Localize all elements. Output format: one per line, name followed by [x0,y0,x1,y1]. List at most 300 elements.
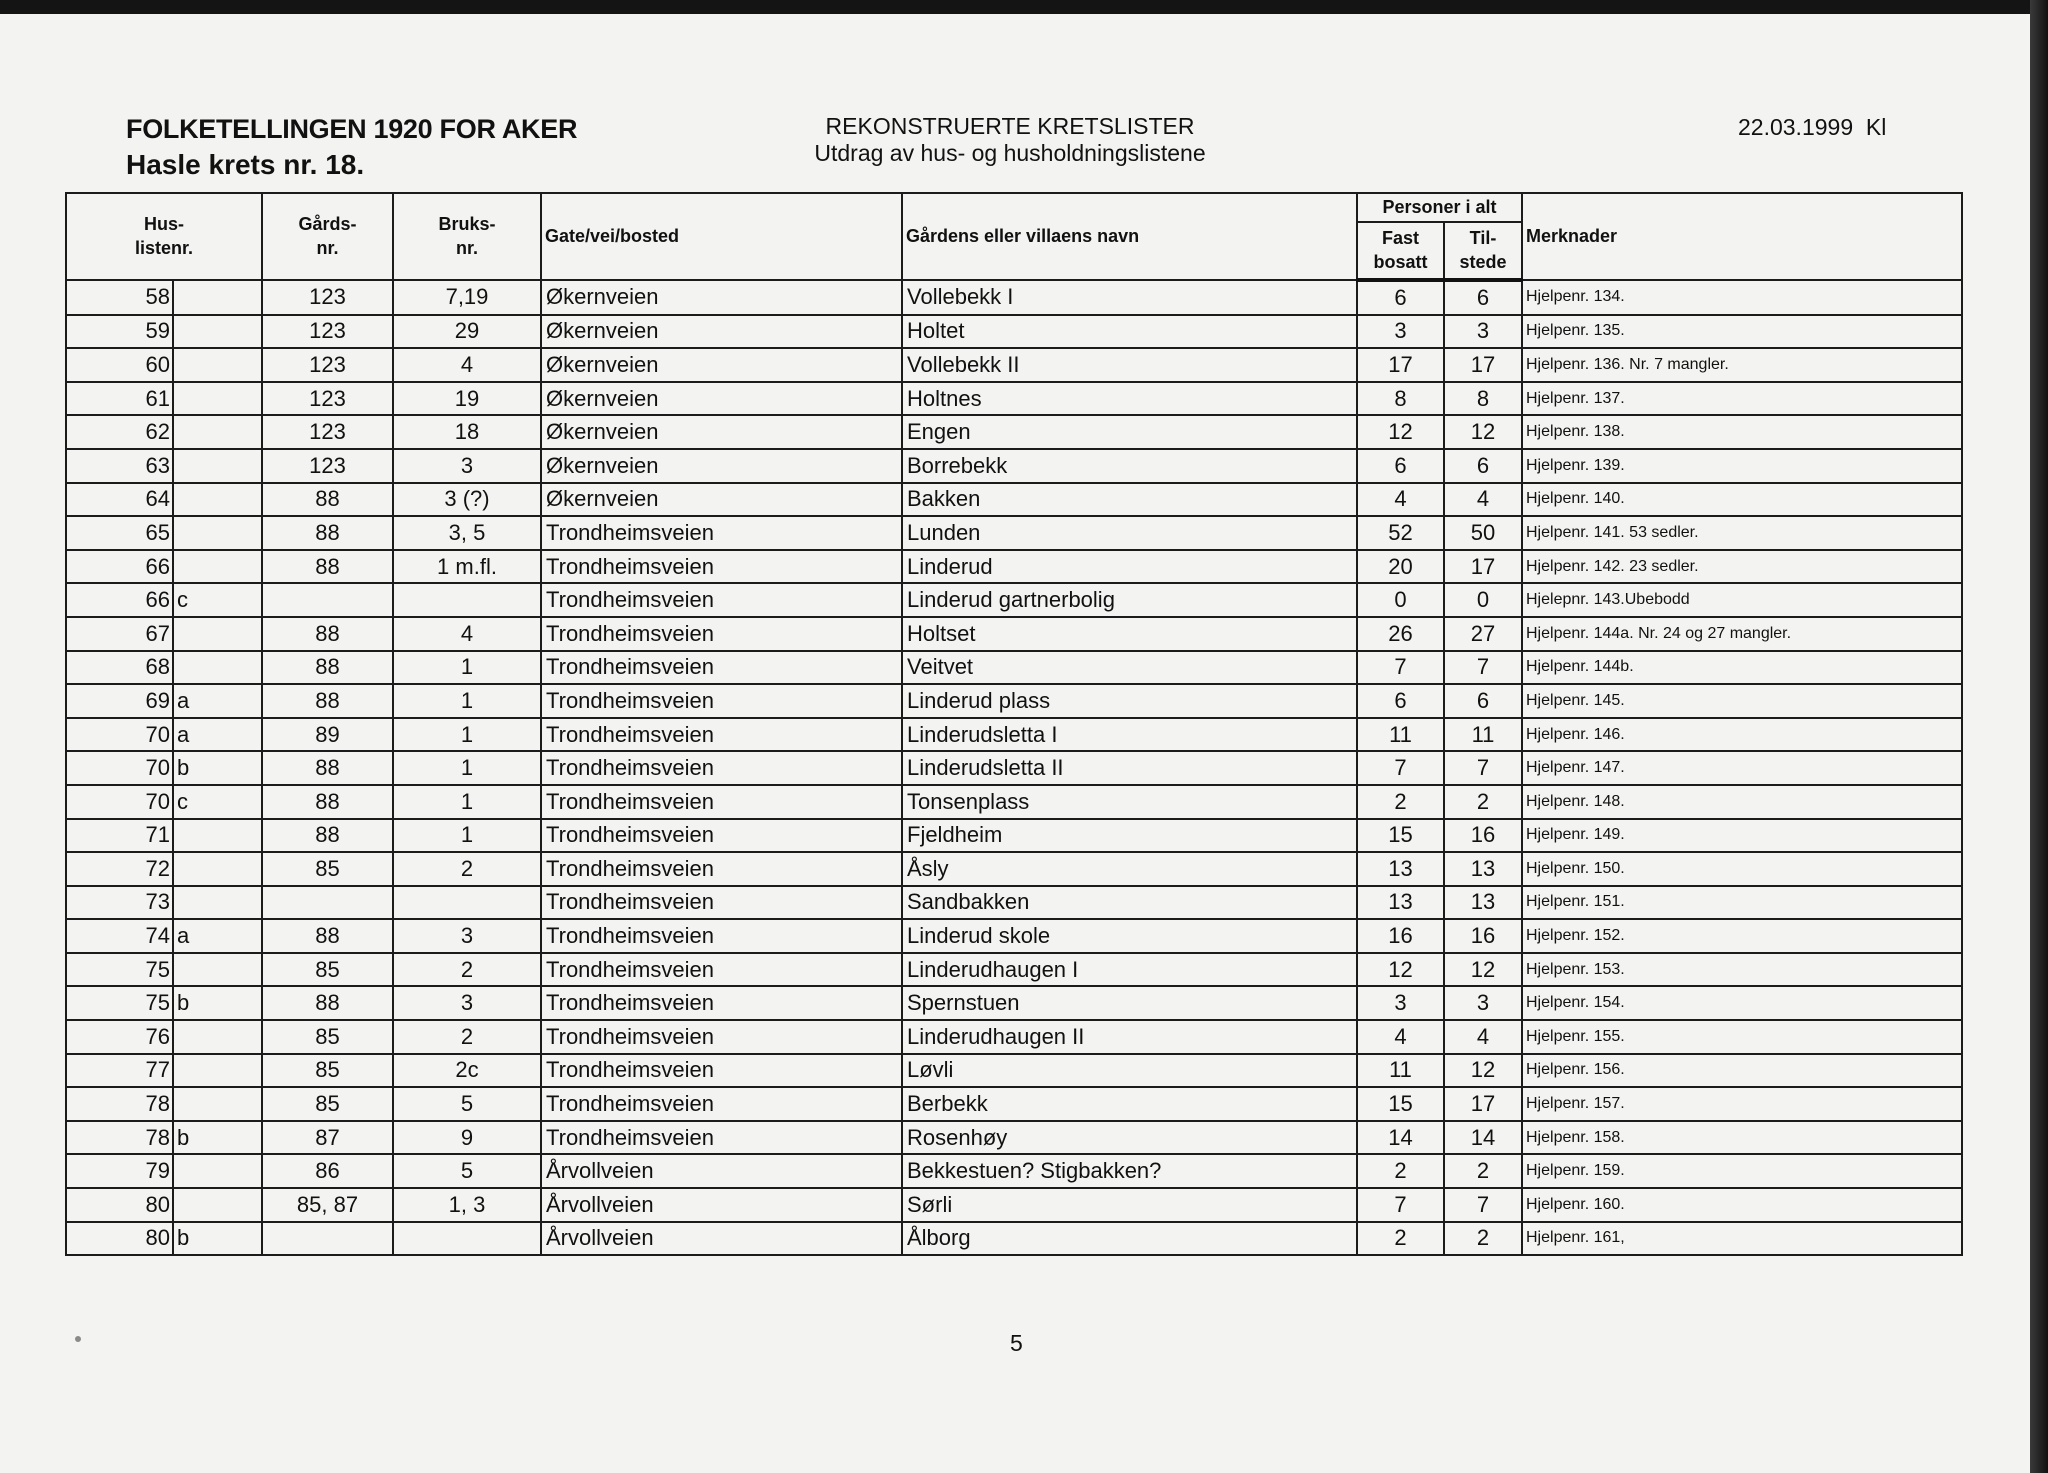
cell-til-stede: 7 [1444,751,1522,785]
cell-fast-bosatt: 20 [1357,550,1444,584]
cell-fast-bosatt: 13 [1357,852,1444,886]
cell-bruks-nr: 4 [393,348,541,382]
cell-hus-suffix [173,415,262,449]
cell-navn: Linderudsletta II [902,751,1357,785]
cell-gards-nr: 123 [262,315,393,349]
cell-merknad: Hjelpenr. 139. [1522,449,1962,483]
cell-navn: Holtset [902,617,1357,651]
title-census: FOLKETELLINGEN 1920 FOR AKER [126,114,578,144]
table-row [66,449,1962,483]
cell-til-stede: 13 [1444,886,1522,920]
cell-navn: Ålborg [902,1222,1357,1256]
cell-navn: Bekkestuen? Stigbakken? [902,1154,1357,1188]
cell-fast-bosatt: 12 [1357,953,1444,987]
cell-fast-bosatt: 11 [1357,1054,1444,1088]
cell-merknad: Hjelpenr. 137. [1522,382,1962,416]
cell-gate: Trondheimsveien [541,684,902,718]
cell-navn: Linderud gartnerbolig [902,583,1357,617]
cell-merknad: Hjelpenr. 156. [1522,1054,1962,1088]
header-personer: Personer i alt [1357,193,1522,222]
cell-gards-nr: 88 [262,516,393,550]
cell-fast-bosatt: 6 [1357,449,1444,483]
cell-hus-suffix: a [173,684,262,718]
cell-navn: Løvli [902,1054,1357,1088]
cell-navn: Holtnes [902,382,1357,416]
cell-gate: Trondheimsveien [541,1054,902,1088]
cell-til-stede: 7 [1444,651,1522,685]
cell-navn: Linderud plass [902,684,1357,718]
cell-merknad: Hjelpenr. 152. [1522,919,1962,953]
cell-navn: Borrebekk [902,449,1357,483]
cell-gate: Trondheimsveien [541,785,902,819]
header-bruks: Bruks- nr. [393,193,541,280]
cell-merknad: Hjelpenr. 157. [1522,1087,1962,1121]
cell-fast-bosatt: 3 [1357,986,1444,1020]
cell-hus-suffix [173,852,262,886]
cell-hus: 73 [66,886,173,920]
table-row [66,953,1962,987]
scan-edge-top [0,0,2048,14]
table-row [66,550,1962,584]
cell-til-stede: 2 [1444,1222,1522,1256]
cell-gards-nr: 85 [262,852,393,886]
cell-gate: Trondheimsveien [541,751,902,785]
cell-gards-nr: 87 [262,1121,393,1155]
cell-fast-bosatt: 8 [1357,382,1444,416]
cell-merknad: Hjelpenr. 144b. [1522,651,1962,685]
cell-merknad: Hjelpenr. 134. [1522,280,1962,315]
cell-navn: Berbekk [902,1087,1357,1121]
cell-fast-bosatt: 2 [1357,785,1444,819]
cell-fast-bosatt: 4 [1357,483,1444,517]
cell-merknad: Hjelepnr. 143.Ubebodd [1522,583,1962,617]
cell-hus-suffix: b [173,986,262,1020]
cell-gate: Økernveien [541,348,902,382]
cell-bruks-nr: 2 [393,852,541,886]
cell-hus: 72 [66,852,173,886]
cell-navn: Linderudsletta I [902,718,1357,752]
author-initials: Kl [1865,114,1887,140]
cell-bruks-nr: 3 [393,919,541,953]
page-number: 5 [1010,1330,1023,1356]
cell-hus: 78 [66,1121,173,1155]
table-row [66,348,1962,382]
cell-merknad: Hjelpenr. 154. [1522,986,1962,1020]
table-row [66,483,1962,517]
cell-navn: Bakken [902,483,1357,517]
cell-bruks-nr: 1 [393,684,541,718]
cell-hus-suffix [173,550,262,584]
cell-fast-bosatt: 4 [1357,1020,1444,1054]
cell-bruks-nr: 1 [393,718,541,752]
cell-gards-nr: 88 [262,819,393,853]
cell-gate: Trondheimsveien [541,852,902,886]
cell-merknad: Hjelpenr. 160. [1522,1188,1962,1222]
title-district: Hasle krets nr. 18. [126,149,365,181]
cell-fast-bosatt: 6 [1357,280,1444,315]
cell-hus-suffix [173,516,262,550]
cell-hus: 74 [66,919,173,953]
cell-hus-suffix [173,382,262,416]
table-row [66,516,1962,550]
cell-fast-bosatt: 14 [1357,1121,1444,1155]
cell-til-stede: 14 [1444,1121,1522,1155]
cell-gards-nr: 85, 87 [262,1188,393,1222]
cell-gards-nr: 123 [262,348,393,382]
header-merknader: Merknader [1522,193,1962,280]
cell-hus: 59 [66,315,173,349]
cell-til-stede: 3 [1444,986,1522,1020]
census-table [65,192,1963,1256]
cell-hus: 69 [66,684,173,718]
cell-hus-suffix [173,886,262,920]
cell-gards-nr: 85 [262,1087,393,1121]
cell-gards-nr: 85 [262,1054,393,1088]
cell-gards-nr [262,583,393,617]
cell-bruks-nr: 4 [393,617,541,651]
cell-hus-suffix [173,1154,262,1188]
subtitle-extract: Utdrag av hus- og husholdningslistene [814,140,1206,167]
header-hus: Hus- listenr. [66,193,262,280]
cell-hus: 58 [66,280,173,315]
cell-merknad: Hjelpenr. 161, [1522,1222,1962,1256]
cell-fast-bosatt: 17 [1357,348,1444,382]
cell-til-stede: 6 [1444,449,1522,483]
cell-gate: Trondheimsveien [541,886,902,920]
cell-gards-nr: 88 [262,483,393,517]
cell-bruks-nr: 2 [393,1020,541,1054]
cell-til-stede: 12 [1444,1054,1522,1088]
cell-hus-suffix: c [173,583,262,617]
cell-hus: 79 [66,1154,173,1188]
cell-hus: 62 [66,415,173,449]
cell-gards-nr: 88 [262,684,393,718]
cell-fast-bosatt: 16 [1357,919,1444,953]
cell-bruks-nr [393,886,541,920]
cell-gate: Trondheimsveien [541,617,902,651]
cell-merknad: Hjelpenr. 140. [1522,483,1962,517]
cell-bruks-nr [393,583,541,617]
cell-bruks-nr: 3 [393,986,541,1020]
table-row [66,382,1962,416]
cell-fast-bosatt: 7 [1357,751,1444,785]
cell-fast-bosatt: 52 [1357,516,1444,550]
cell-hus-suffix [173,1054,262,1088]
document-subtitle [750,113,1270,167]
table-row [66,986,1962,1020]
cell-gate: Trondheimsveien [541,986,902,1020]
cell-hus-suffix [173,483,262,517]
cell-hus-suffix [173,449,262,483]
cell-til-stede: 27 [1444,617,1522,651]
subtitle-reconstructed: REKONSTRUERTE KRETSLISTER [825,113,1195,139]
cell-fast-bosatt: 7 [1357,651,1444,685]
cell-hus: 76 [66,1020,173,1054]
cell-bruks-nr: 7,19 [393,280,541,315]
cell-gate: Trondheimsveien [541,1020,902,1054]
cell-bruks-nr: 1 [393,819,541,853]
cell-hus-suffix [173,315,262,349]
header-gate: Gate/vei/bosted [541,193,902,280]
cell-bruks-nr: 3 [393,449,541,483]
cell-hus: 65 [66,516,173,550]
cell-gards-nr: 89 [262,718,393,752]
cell-gate: Trondheimsveien [541,651,902,685]
table-row [66,1188,1962,1222]
cell-hus: 75 [66,953,173,987]
table-row [66,1154,1962,1188]
cell-gate: Årvollveien [541,1188,902,1222]
cell-hus: 64 [66,483,173,517]
cell-bruks-nr: 5 [393,1154,541,1188]
table-row [66,315,1962,349]
cell-til-stede: 11 [1444,718,1522,752]
cell-til-stede: 8 [1444,382,1522,416]
table-row [66,1222,1962,1256]
cell-gate: Trondheimsveien [541,919,902,953]
table-row [66,919,1962,953]
cell-gards-nr: 86 [262,1154,393,1188]
cell-fast-bosatt: 2 [1357,1154,1444,1188]
cell-hus-suffix [173,819,262,853]
cell-bruks-nr: 19 [393,382,541,416]
cell-hus: 77 [66,1054,173,1088]
cell-hus: 70 [66,718,173,752]
cell-gards-nr [262,1222,393,1256]
census-table-wrapper [65,192,1963,1256]
cell-til-stede: 2 [1444,785,1522,819]
header-fast-bosatt: Fast bosatt [1357,222,1444,280]
cell-bruks-nr: 3 (?) [393,483,541,517]
cell-hus: 70 [66,751,173,785]
cell-gate: Trondheimsveien [541,953,902,987]
cell-hus-suffix [173,348,262,382]
cell-gards-nr: 88 [262,919,393,953]
cell-merknad: Hjelpenr. 149. [1522,819,1962,853]
header-gards: Gårds- nr. [262,193,393,280]
cell-navn: Tonsenplass [902,785,1357,819]
cell-fast-bosatt: 3 [1357,315,1444,349]
table-row [66,1121,1962,1155]
cell-gate: Økernveien [541,280,902,315]
cell-hus: 80 [66,1222,173,1256]
cell-til-stede: 17 [1444,348,1522,382]
table-row [66,785,1962,819]
cell-til-stede: 12 [1444,415,1522,449]
cell-gate: Økernveien [541,382,902,416]
cell-til-stede: 17 [1444,1087,1522,1121]
cell-hus: 60 [66,348,173,382]
cell-merknad: Hjelpenr. 150. [1522,852,1962,886]
table-row [66,819,1962,853]
cell-merknad: Hjelpenr. 146. [1522,718,1962,752]
document-title [126,114,577,181]
document-date-block [1738,114,1886,141]
scan-edge-right [2030,0,2048,1473]
cell-gards-nr: 123 [262,449,393,483]
cell-merknad: Hjelpenr. 147. [1522,751,1962,785]
cell-til-stede: 7 [1444,1188,1522,1222]
table-row [66,751,1962,785]
cell-bruks-nr: 1 [393,651,541,685]
cell-hus-suffix [173,280,262,315]
cell-navn: Åsly [902,852,1357,886]
cell-fast-bosatt: 15 [1357,1087,1444,1121]
table-row [66,1087,1962,1121]
cell-navn: Engen [902,415,1357,449]
cell-merknad: Hjelpenr. 151. [1522,886,1962,920]
cell-merknad: Hjelpenr. 142. 23 sedler. [1522,550,1962,584]
cell-navn: Linderud [902,550,1357,584]
cell-gards-nr: 88 [262,550,393,584]
cell-hus-suffix [173,1087,262,1121]
cell-gards-nr: 88 [262,986,393,1020]
cell-gate: Trondheimsveien [541,550,902,584]
cell-merknad: Hjelpenr. 159. [1522,1154,1962,1188]
cell-gate: Trondheimsveien [541,583,902,617]
cell-navn: Linderud skole [902,919,1357,953]
cell-gards-nr [262,886,393,920]
table-row [66,886,1962,920]
cell-hus: 68 [66,651,173,685]
cell-bruks-nr: 3, 5 [393,516,541,550]
cell-navn: Rosenhøy [902,1121,1357,1155]
scan-speck [75,1336,81,1342]
cell-bruks-nr [393,1222,541,1256]
table-row [66,280,1962,315]
cell-hus: 78 [66,1087,173,1121]
cell-merknad: Hjelpenr. 136. Nr. 7 mangler. [1522,348,1962,382]
cell-fast-bosatt: 6 [1357,684,1444,718]
cell-hus: 63 [66,449,173,483]
cell-fast-bosatt: 13 [1357,886,1444,920]
cell-hus-suffix [173,1020,262,1054]
cell-hus: 67 [66,617,173,651]
cell-gate: Økernveien [541,449,902,483]
cell-navn: Veitvet [902,651,1357,685]
cell-merknad: Hjelpenr. 145. [1522,684,1962,718]
table-header [66,193,1962,280]
table-row [66,852,1962,886]
cell-til-stede: 16 [1444,819,1522,853]
cell-navn: Sørli [902,1188,1357,1222]
cell-gate: Trondheimsveien [541,1121,902,1155]
cell-hus-suffix [173,953,262,987]
cell-gards-nr: 88 [262,651,393,685]
cell-merknad: Hjelpenr. 144a. Nr. 24 og 27 mangler. [1522,617,1962,651]
cell-gate: Årvollveien [541,1222,902,1256]
cell-til-stede: 12 [1444,953,1522,987]
table-body [66,280,1962,1255]
document-date: 22.03.1999 [1738,114,1854,140]
cell-merknad: Hjelpenr. 155. [1522,1020,1962,1054]
cell-navn: Linderudhaugen II [902,1020,1357,1054]
cell-til-stede: 4 [1444,483,1522,517]
table-row [66,718,1962,752]
cell-merknad: Hjelpenr. 141. 53 sedler. [1522,516,1962,550]
table-row [66,651,1962,685]
cell-hus-suffix [173,617,262,651]
cell-merknad: Hjelpenr. 153. [1522,953,1962,987]
header-navn: Gårdens eller villaens navn [902,193,1357,280]
cell-hus-suffix: c [173,785,262,819]
cell-gate: Økernveien [541,315,902,349]
cell-gate: Økernveien [541,483,902,517]
cell-fast-bosatt: 12 [1357,415,1444,449]
header-til-stede: Til- stede [1444,222,1522,280]
cell-bruks-nr: 2c [393,1054,541,1088]
cell-fast-bosatt: 11 [1357,718,1444,752]
cell-navn: Linderudhaugen I [902,953,1357,987]
table-row [66,415,1962,449]
cell-hus-suffix: b [173,1222,262,1256]
cell-til-stede: 3 [1444,315,1522,349]
cell-til-stede: 13 [1444,852,1522,886]
cell-hus-suffix: a [173,919,262,953]
table-row [66,1054,1962,1088]
cell-gate: Trondheimsveien [541,819,902,853]
cell-gards-nr: 88 [262,617,393,651]
cell-gards-nr: 123 [262,415,393,449]
cell-gards-nr: 85 [262,953,393,987]
cell-gards-nr: 123 [262,382,393,416]
cell-navn: Fjeldheim [902,819,1357,853]
cell-merknad: Hjelpenr. 158. [1522,1121,1962,1155]
cell-gards-nr: 123 [262,280,393,315]
cell-fast-bosatt: 15 [1357,819,1444,853]
cell-bruks-nr: 18 [393,415,541,449]
cell-fast-bosatt: 0 [1357,583,1444,617]
cell-gate: Økernveien [541,415,902,449]
table-row [66,1020,1962,1054]
table-row [66,617,1962,651]
cell-bruks-nr: 1, 3 [393,1188,541,1222]
cell-bruks-nr: 29 [393,315,541,349]
cell-fast-bosatt: 2 [1357,1222,1444,1256]
cell-gate: Trondheimsveien [541,718,902,752]
cell-merknad: Hjelpenr. 148. [1522,785,1962,819]
cell-navn: Vollebekk I [902,280,1357,315]
cell-til-stede: 16 [1444,919,1522,953]
cell-bruks-nr: 9 [393,1121,541,1155]
cell-til-stede: 6 [1444,280,1522,315]
cell-gards-nr: 88 [262,751,393,785]
cell-hus: 71 [66,819,173,853]
cell-hus-suffix [173,1188,262,1222]
cell-merknad: Hjelpenr. 135. [1522,315,1962,349]
cell-hus: 75 [66,986,173,1020]
cell-gate: Årvollveien [541,1154,902,1188]
cell-til-stede: 6 [1444,684,1522,718]
cell-navn: Spernstuen [902,986,1357,1020]
cell-hus: 70 [66,785,173,819]
cell-hus: 66 [66,550,173,584]
cell-til-stede: 50 [1444,516,1522,550]
cell-til-stede: 17 [1444,550,1522,584]
cell-gate: Trondheimsveien [541,1087,902,1121]
cell-bruks-nr: 1 m.fl. [393,550,541,584]
cell-bruks-nr: 2 [393,953,541,987]
cell-hus: 66 [66,583,173,617]
cell-til-stede: 2 [1444,1154,1522,1188]
cell-navn: Holtet [902,315,1357,349]
cell-navn: Vollebekk II [902,348,1357,382]
cell-til-stede: 4 [1444,1020,1522,1054]
cell-merknad: Hjelpenr. 138. [1522,415,1962,449]
cell-hus-suffix: a [173,718,262,752]
cell-fast-bosatt: 26 [1357,617,1444,651]
cell-bruks-nr: 1 [393,785,541,819]
